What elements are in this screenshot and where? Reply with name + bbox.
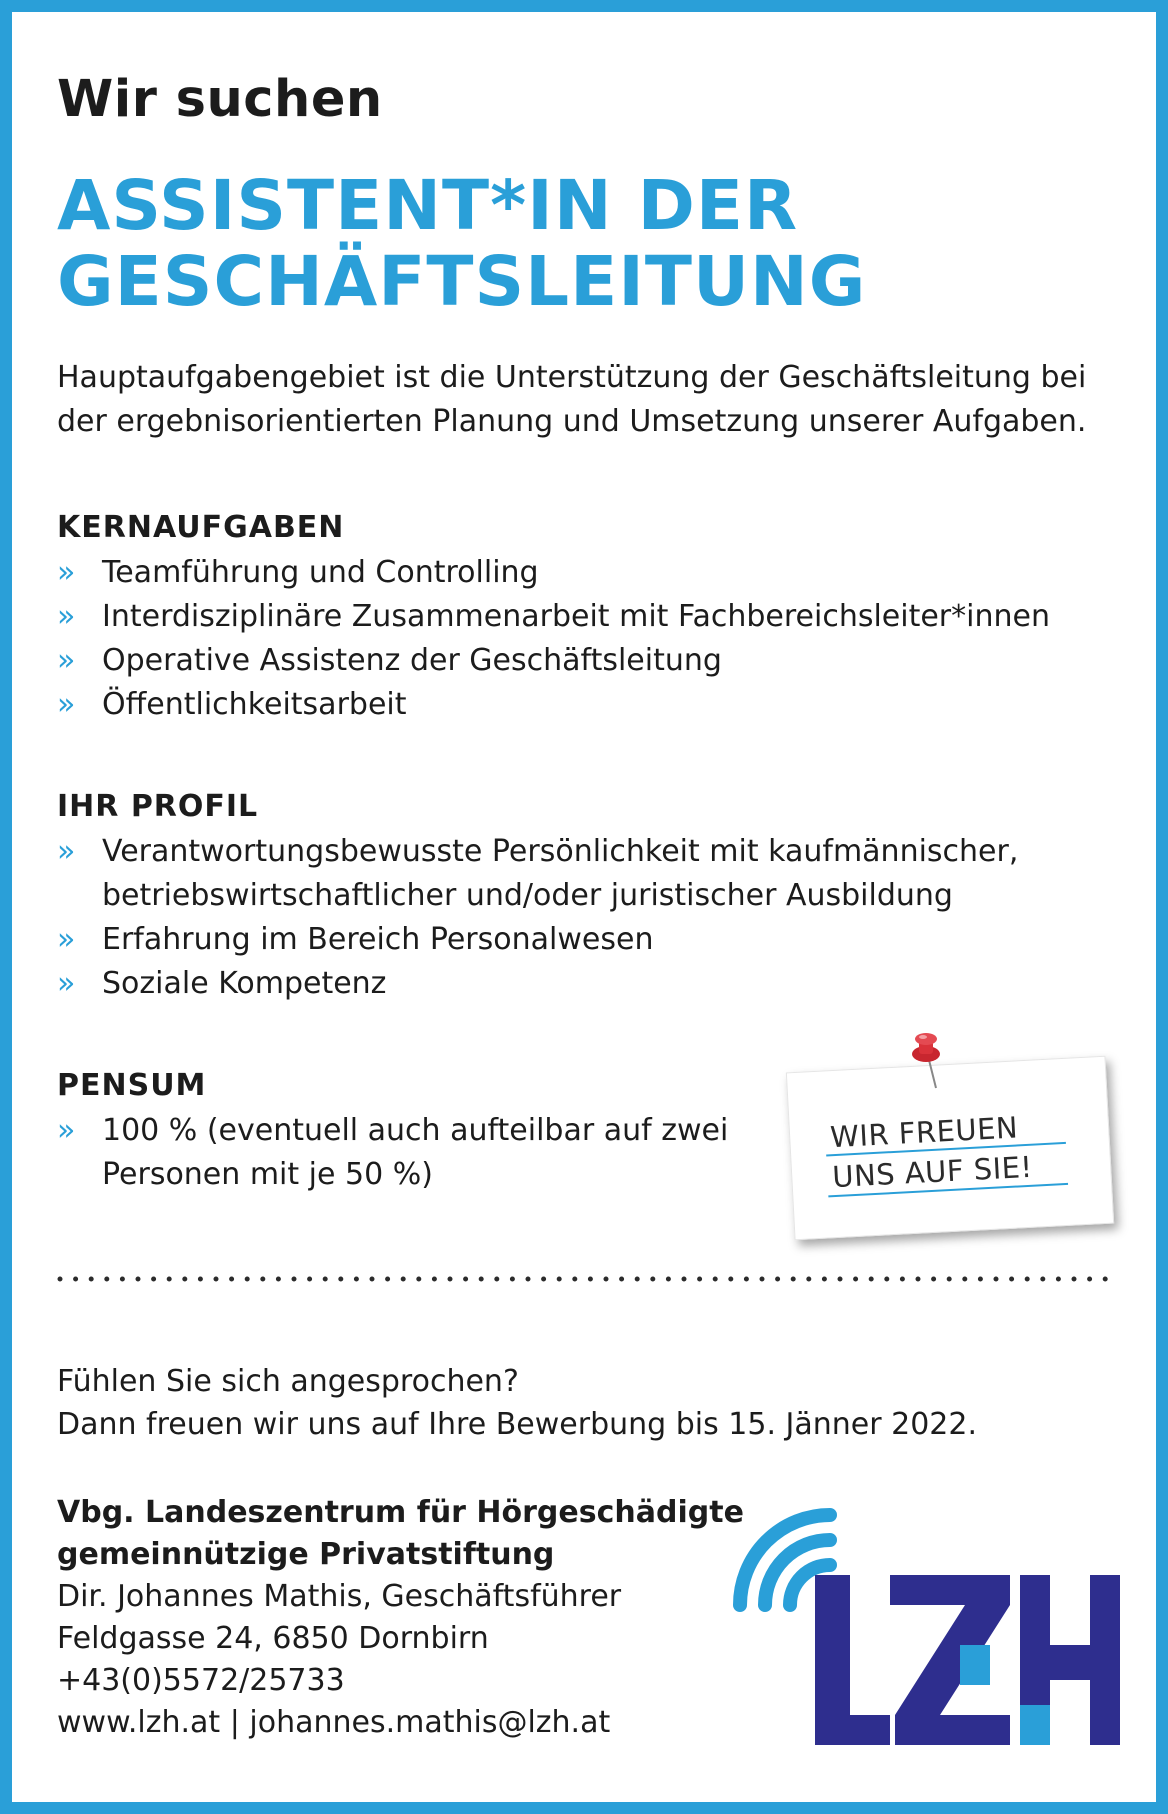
list-item-text: Öffentlichkeitsarbeit (102, 687, 407, 722)
list-item-text: Teamführung und Controlling (102, 555, 539, 590)
bullet-icon: » (57, 599, 76, 634)
list-item (57, 962, 1018, 1006)
dotted-separator (57, 1274, 1112, 1284)
job-title-line-1: ASSISTENT*IN DER (57, 166, 799, 246)
list-item-text: Operative Assistenz der Geschäftsleitung (102, 643, 722, 678)
list-item-text: Verantwortungsbewusste Persönlichkeit mit kaufmännischer, (102, 834, 1019, 869)
separator: | (229, 1705, 240, 1740)
web-email-line (57, 1702, 744, 1744)
pensum-list (57, 1109, 728, 1197)
job-title-line-2: GESCHÄFTSLEITUNG (57, 242, 867, 322)
list-item (57, 918, 1018, 962)
lzh-logo (720, 1505, 1120, 1745)
section-heading-pensum: PENSUM (57, 1068, 207, 1103)
address: Feldgasse 24, 6850 Dornbirn (57, 1621, 489, 1656)
contact-person: Dir. Johannes Mathis, Geschäftsführer (57, 1579, 622, 1614)
bullet-icon: » (57, 555, 76, 590)
intro-line-2: der ergebnisorientierten Planung und Umsetzung unserer Aufgaben. (57, 404, 1087, 439)
list-item (57, 595, 1050, 639)
bullet-icon: » (57, 834, 76, 869)
list-item-text: Erfahrung im Bereich Personalwesen (102, 922, 654, 957)
list-item (57, 1109, 728, 1197)
logo-accent-block-h (1020, 1705, 1050, 1745)
we-search-heading: Wir suchen (57, 70, 383, 129)
intro-line-1: Hauptaufgabengebiet ist die Unterstützung der Geschäftsleitung bei (57, 360, 1087, 395)
bullet-icon: » (57, 966, 76, 1001)
bullet-icon: » (57, 1113, 76, 1148)
job-title (57, 168, 866, 320)
list-item-text: 100 % (eventuell auch aufteilbar auf zwei (102, 1113, 729, 1148)
closing-line-2: Dann freuen wir uns auf Ihre Bewerbung bis 15. Jänner 2022. (57, 1407, 977, 1442)
phone: +43(0)5572/25733 (57, 1663, 345, 1698)
email-link[interactable]: johannes.mathis@lzh.at (249, 1705, 611, 1740)
list-item-text-continued: Personen mit je 50 %) (102, 1157, 433, 1192)
intro-text (57, 356, 1117, 444)
organization-contact (57, 1492, 744, 1744)
closing-text (57, 1360, 977, 1446)
logo-letter-l (815, 1575, 890, 1745)
list-item-text: Interdisziplinäre Zusammenarbeit mit Fachbereichsleiter*innen (102, 599, 1050, 634)
website-link[interactable]: www.lzh.at (57, 1705, 221, 1740)
bullet-icon: » (57, 643, 76, 678)
list-item (57, 830, 1018, 918)
organization-name-line-2: gemeinnützige Privatstiftung (57, 1537, 555, 1572)
section-heading-profil: IHR PROFIL (57, 789, 259, 824)
section-heading-kernaufgaben: KERNAUFGABEN (57, 510, 345, 545)
sticky-note-line-1: WIR FREUEN (829, 1110, 1019, 1155)
kernaufgaben-list (57, 551, 1050, 727)
pushpin-icon (908, 1030, 948, 1090)
logo-letter-z (890, 1575, 1010, 1745)
bullet-icon: » (57, 687, 76, 722)
bullet-icon: » (57, 922, 76, 957)
list-item-text-continued: betriebswirtschaftlicher und/oder juristischer Ausbildung (102, 878, 953, 913)
profil-list (57, 830, 1018, 1006)
logo-accent-block (960, 1645, 990, 1685)
sticky-note-line-2: UNS AUF SIE! (831, 1149, 1034, 1195)
list-item (57, 551, 1050, 595)
list-item (57, 683, 1050, 727)
organization-name-line-1: Vbg. Landeszentrum für Hörgeschädigte (57, 1495, 744, 1530)
sticky-note (786, 1056, 1114, 1241)
list-item-text: Soziale Kompetenz (102, 966, 387, 1001)
closing-line-1: Fühlen Sie sich angesprochen? (57, 1364, 519, 1399)
list-item (57, 639, 1050, 683)
